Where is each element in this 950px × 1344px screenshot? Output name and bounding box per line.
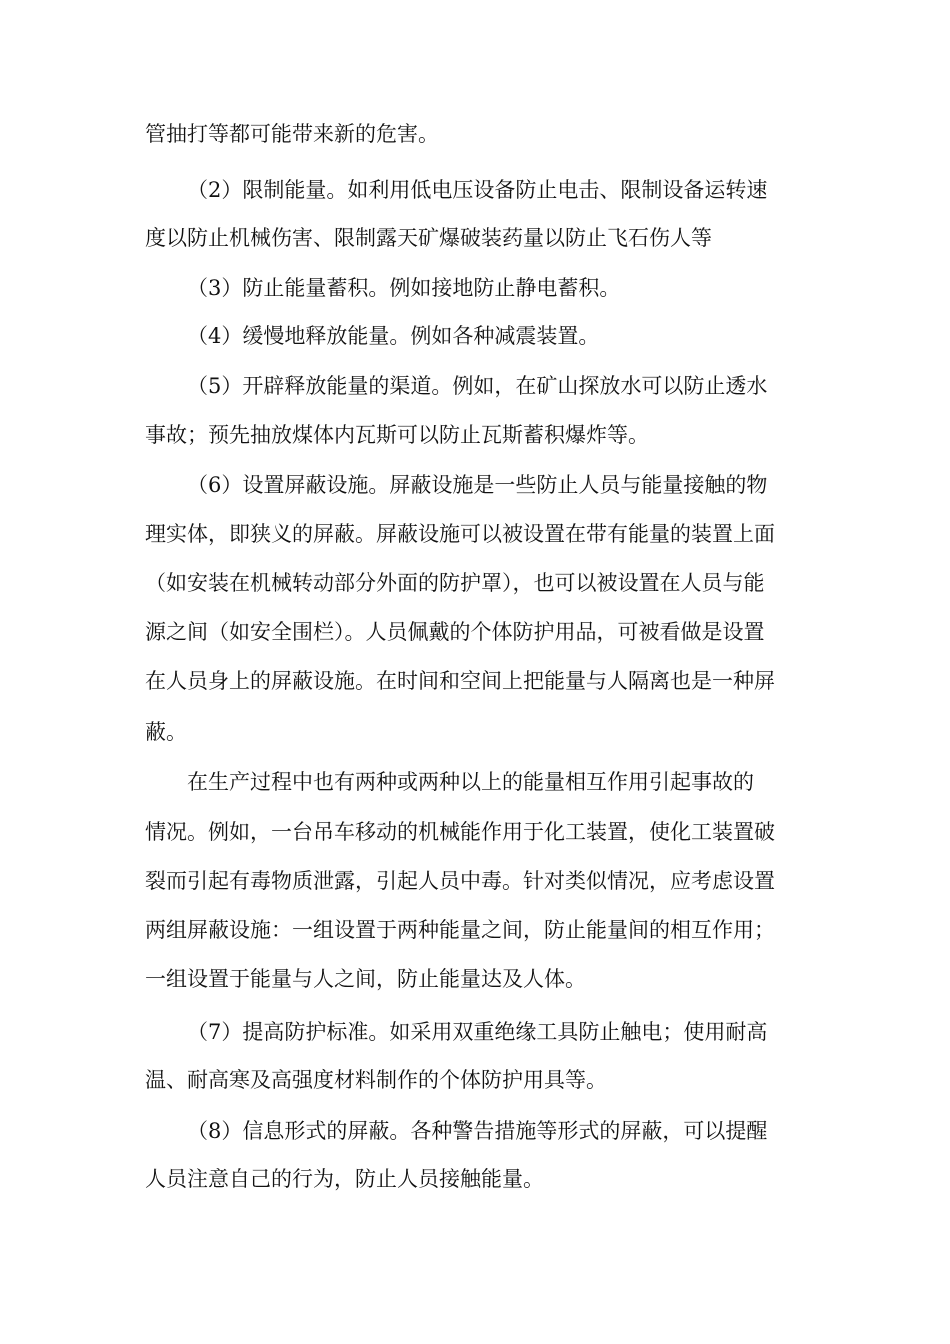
body-text-line: 情况。例如，一台吊车移动的机械能作用于化工装置，使化工装置破 (145, 820, 775, 844)
body-text-line: 度以防止机械伤害、限制露天矿爆破装药量以防止飞石伤人等 (145, 226, 712, 250)
body-text-line: 两组屏蔽设施：一组设置于两种能量之间，防止能量间的相互作用； (145, 918, 775, 942)
body-text-line: 在人员身上的屏蔽设施。在时间和空间上把能量与人隔离也是一种屏 (145, 669, 775, 693)
body-text-line: （2）限制能量。如利用低电压设备防止电击、限制设备运转速 (187, 178, 768, 202)
body-text-line: 蔽。 (145, 720, 187, 744)
body-text-line: （4）缓慢地释放能量。例如各种减震装置。 (187, 324, 600, 348)
body-text-line: 理实体，即狭义的屏蔽。屏蔽设施可以被设置在带有能量的装置上面 (145, 522, 775, 546)
body-text-line: （8）信息形式的屏蔽。各种警告措施等形式的屏蔽，可以提醒 (187, 1119, 768, 1143)
body-text-line: （7）提高防护标准。如采用双重绝缘工具防止触电；使用耐高 (187, 1020, 768, 1044)
body-text-line: 温、耐高寒及高强度材料制作的个体防护用具等。 (145, 1068, 607, 1092)
body-text-line: 在生产过程中也有两种或两种以上的能量相互作用引起事故的 (187, 770, 754, 794)
body-text-line: （6）设置屏蔽设施。屏蔽设施是一些防止人员与能量接触的物 (187, 473, 768, 497)
body-text-line: 事故；预先抽放煤体内瓦斯可以防止瓦斯蓄积爆炸等。 (145, 423, 649, 447)
body-text-line: 一组设置于能量与人之间，防止能量达及人体。 (145, 967, 586, 991)
body-text-line: 源之间（如安全围栏）。人员佩戴的个体防护用品，可被看做是设置 (145, 620, 765, 644)
body-text-line: （5）开辟释放能量的渠道。例如，在矿山探放水可以防止透水 (187, 374, 768, 398)
body-text-line: 裂而引起有毒物质泄露，引起人员中毒。针对类似情况，应考虑设置 (145, 869, 775, 893)
body-text-line: 管抽打等都可能带来新的危害。 (145, 122, 439, 146)
body-text-line: 人员注意自己的行为，防止人员接触能量。 (145, 1167, 544, 1191)
body-text-line: （3）防止能量蓄积。例如接地防止静电蓄积。 (187, 276, 621, 300)
body-text-line: （如安装在机械转动部分外面的防护罩），也可以被设置在人员与能 (145, 571, 765, 595)
